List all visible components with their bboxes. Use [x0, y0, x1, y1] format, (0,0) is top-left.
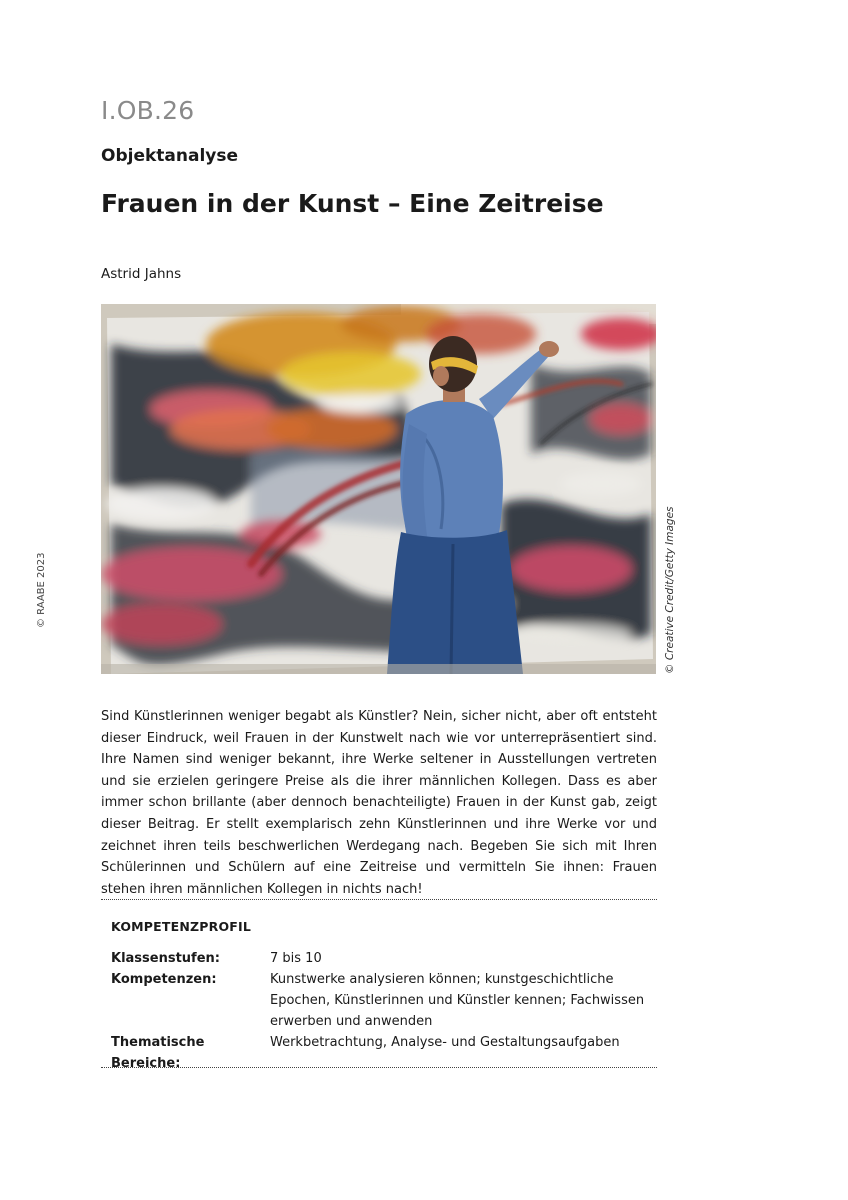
- author-name: Astrid Jahns: [101, 266, 182, 282]
- kompetenzprofil-heading: KOMPETENZPROFIL: [111, 919, 252, 934]
- row-value: Kunstwerke analysieren können; kunstgeschichtliche Epochen, Künstlerinnen und Künstler kennen; Fachwissen erwerben und anwenden: [270, 972, 645, 1029]
- row-label: Thematische Bereiche:: [111, 1035, 205, 1071]
- row-value: Werkbetrachtung, Analyse- und Gestaltungsaufgaben: [270, 1035, 620, 1050]
- table-row: [111, 948, 651, 969]
- document-code: I.OB.26: [101, 96, 195, 125]
- row-label: Klassenstufen:: [111, 951, 220, 966]
- document-category: Objektanalyse: [101, 146, 239, 166]
- intro-paragraph: Sind Künstlerinnen weniger begabt als Künstler? Nein, sicher nicht, aber oft entsteht dieser Eindruck, weil Frauen in der Kunstwelt nach wie vor unterrepräsentiert sind. Ihre Namen sind weniger bekannt, ihre Werke seltener in Ausstellungen vertreten und sie erzielen geringere Preise als die ihrer männlichen Kollegen. Dass es aber immer schon brillante (aber dennoch benachteiligte) Frauen in der Kunst gab, zeigt dieser Beitrag. Er stellt exemplarisch zehn Künstlerinnen und ihre Werke vor und zeichnet ihren teils beschwerlichen Werdegang nach. Begeben Sie sich mit Ihren Schülerinnen und Schülern auf eine Zeitreise und vermitteln Sie ihnen: Frauen stehen ihren männlichen Kollegen in nichts nach!: [101, 709, 657, 897]
- artist-painting-photo: [101, 304, 656, 674]
- row-value: 7 bis 10: [270, 951, 322, 966]
- image-credit: © Creative Credit/Getty Images: [664, 506, 676, 674]
- kompetenzprofil-table: [111, 948, 651, 1074]
- document-title: Frauen in der Kunst – Eine Zeitreise: [101, 189, 604, 218]
- divider-top: [101, 899, 657, 900]
- table-row: [111, 969, 651, 1032]
- row-label: Kompetenzen:: [111, 972, 217, 987]
- copyright-notice: © RAABE 2023: [36, 552, 47, 628]
- divider-bottom: [101, 1067, 657, 1068]
